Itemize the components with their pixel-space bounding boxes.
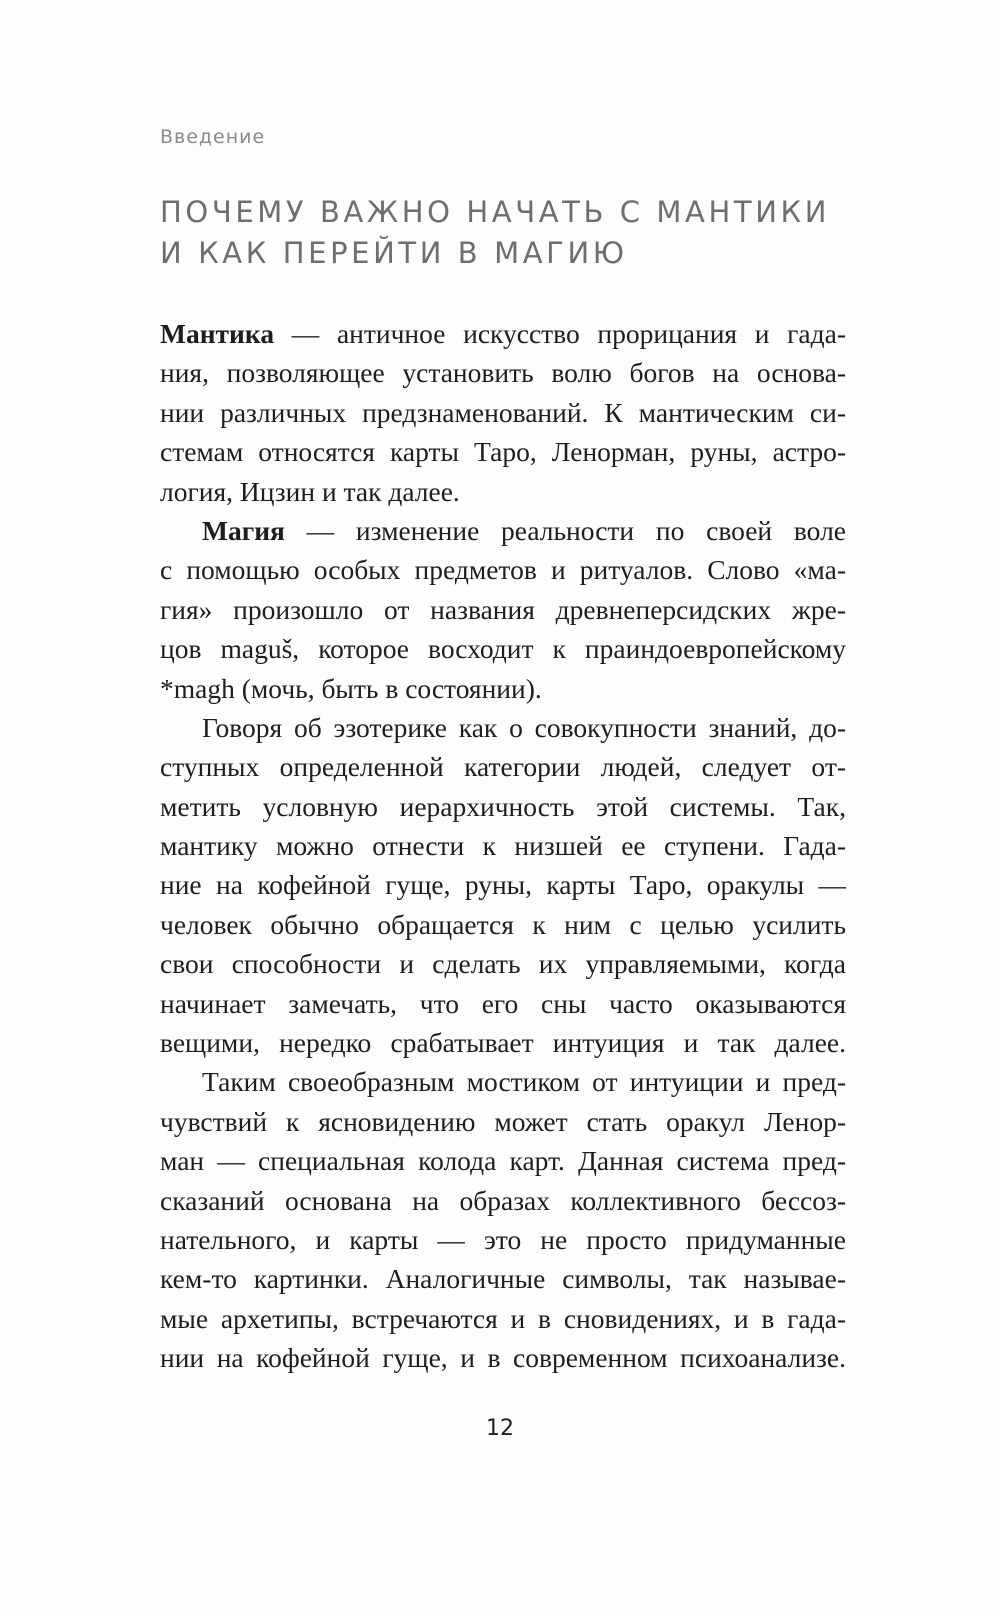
term-mantika: Мантика xyxy=(160,318,275,349)
text-line: человек обычно обращается к ним с целью усилить xyxy=(160,908,846,940)
text-line: чувствий к ясновидению может стать оракул Ленор- xyxy=(160,1105,846,1137)
chapter-title-line-2: И КАК ПЕРЕЙТИ В МАГИЮ xyxy=(160,236,628,270)
text-line: Магия — изменение реальности по своей воле xyxy=(202,514,846,546)
section-label: Введение xyxy=(160,126,266,148)
text-line: сказаний основана на образах коллективного бессоз- xyxy=(160,1184,846,1216)
text-line: мантику можно отнести к низшей ее ступени. Гада- xyxy=(160,830,846,862)
text-line: нии на кофейной гуще, и в современном психоанализе. xyxy=(160,1342,846,1374)
text-line: логия, Ицзин и так далее. xyxy=(160,475,460,507)
text-line: Таким своеобразным мостиком от интуиции и пред- xyxy=(202,1066,846,1098)
text-line: с помощью особых предметов и ритуалов. Слово «ма- xyxy=(160,554,846,586)
text-line: нательного, и карты — это не просто придуманные xyxy=(160,1223,846,1255)
text-line: кем-то картинки. Аналогичные символы, так называе- xyxy=(160,1263,846,1295)
text-line: ние на кофейной гуще, руны, карты Таро, оракулы — xyxy=(160,869,846,901)
term-magiya: Магия xyxy=(202,514,285,546)
text-line: ступных определенной категории людей, следует от- xyxy=(160,751,846,783)
text-line: ман — специальная колода карт. Данная система пред- xyxy=(160,1145,846,1177)
chapter-title xyxy=(160,192,860,274)
body-text xyxy=(160,314,846,1378)
text-line: цов maguš, которое восходит к праиндоевропейскому xyxy=(160,633,846,665)
page-number: 12 xyxy=(486,1416,514,1441)
chapter-title-line-1: ПОЧЕМУ ВАЖНО НАЧАТЬ С МАНТИКИ xyxy=(160,195,830,229)
text-line: гия» произошло от названия древнеперсидских жре- xyxy=(160,593,846,625)
text-line: Говоря об эзотерике как о совокупности знаний, до- xyxy=(202,711,846,743)
text-line: стемам относятся карты Таро, Ленорман, руны, астро- xyxy=(160,436,846,468)
text-line: свои способности и сделать их управляемыми, когда xyxy=(160,948,846,980)
text-line: *magh (мочь, быть в состоянии). xyxy=(160,672,542,704)
text-line: мые архетипы, встречаются и в сновидениях, и в гада- xyxy=(160,1302,846,1334)
text-line: вещими, нередко срабатывает интуиция и так далее. xyxy=(160,1027,846,1059)
text-line: ния, позволяющее установить волю богов на основа- xyxy=(160,357,846,389)
text-line: начинает замечать, что его сны часто оказываются xyxy=(160,987,846,1019)
text-line: нии различных предзнаменований. К мантическим си- xyxy=(160,396,846,428)
text-line: Мантика — античное искусство прорицания и гада- xyxy=(160,318,846,349)
text-line: метить условную иерархичность этой системы. Так, xyxy=(160,790,846,822)
